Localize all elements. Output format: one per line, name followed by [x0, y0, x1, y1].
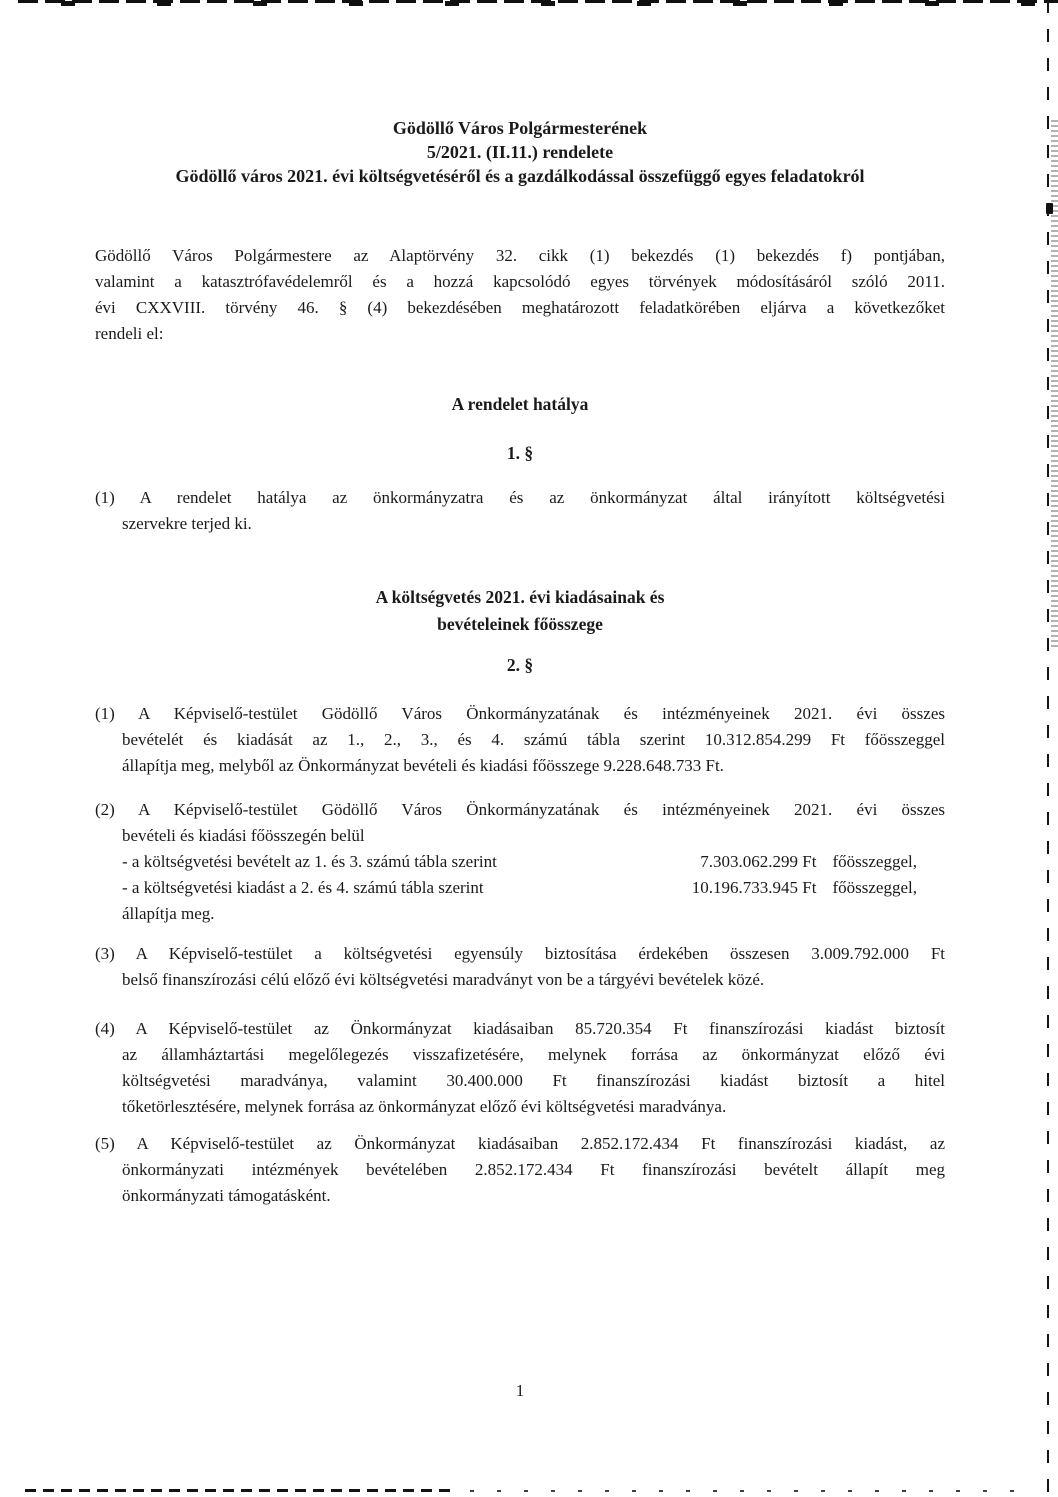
preamble-line: évi CXXVIII. törvény 46. § (4) bekezdésében meghatározott feladatkörében eljárva a következőket: [95, 298, 945, 317]
paragraph-line: (2) A Képviselő-testület Gödöllő Város Önkormányzatának és intézményeinek 2021. évi összes: [95, 800, 945, 819]
scan-artifact-bottom-edge-right: [470, 1490, 1018, 1492]
section2-paragraph-5: [95, 1131, 945, 1209]
section2-paragraph-3: [95, 941, 945, 993]
budget-row-label: - a költségvetési bevételt az 1. és 3. számú tábla szerint: [122, 852, 497, 871]
paragraph-line: állapítja meg.: [122, 904, 215, 923]
preamble-line: Gödöllő Város Polgármestere az Alaptörvény 32. cikk (1) bekezdés (1) bekezdés f) pontjában,: [95, 246, 945, 265]
paragraph-line: (3) A Képviselő-testület a költségvetési egyensúly biztosítása érdekében összesen 3.009.792.000 Ft: [95, 944, 945, 963]
budget-row-expenditure: [95, 875, 945, 901]
budget-row-suffix: főösszeggel,: [832, 878, 917, 897]
budget-row-amount: 10.196.733.945 Ft: [691, 878, 817, 897]
paragraph-line: belső finanszírozási célú előző évi költségvetési maradványt von be a tárgyévi bevételek közé.: [122, 970, 765, 989]
paragraph-line: (1) A rendelet hatálya az önkormányzatra és az önkormányzat által irányított költségvetési: [95, 488, 945, 507]
scan-artifact-bottom-edge-left: [25, 1489, 455, 1492]
preamble-line: rendeli el:: [95, 324, 164, 343]
paragraph-line: (1) A Képviselő-testület Gödöllő Város Önkormányzatának és intézményeinek 2021. évi összes: [95, 704, 945, 723]
section2-paragraph-4: [95, 1016, 945, 1120]
scan-artifact-right-noise: [1051, 120, 1058, 650]
section2-heading-line: bevételeinek főösszege: [437, 614, 603, 634]
paragraph-line: állapítja meg, melyből az Önkormányzat bevételi és kiadási főösszege 9.228.648.733 Ft.: [122, 756, 724, 775]
document-title: [95, 116, 945, 188]
paragraph-line: (4) A Képviselő-testület az Önkormányzat kiadásaiban 85.720.354 Ft finanszírozási kiadást biztosít: [95, 1019, 945, 1038]
section2-heading: [95, 584, 945, 638]
budget-row-revenue: [95, 849, 945, 875]
paragraph-line: tőketörlesztésére, melynek forrása az önkormányzat előző évi költségvetési maradványa.: [122, 1097, 727, 1116]
paragraph-line: az államháztartási megelőlegezés visszafizetésére, melynek forrása az önkormányzat előző évi: [122, 1045, 945, 1064]
paragraph-line: bevételét és kiadását az 1., 2., 3., és 4. számú tábla szerint 10.312.854.299 Ft főösszeggel: [122, 730, 945, 749]
preamble-paragraph: [95, 243, 945, 347]
title-line-subject: Gödöllő város 2021. évi költségvetéséről és a gazdálkodással összefüggő egyes feladatokról: [175, 166, 865, 186]
preamble-line: valamint a katasztrófavédelemről és a hozzá kapcsolódó egyes törvények módosításáról szóló 2011.: [95, 272, 945, 291]
scan-artifact-right-blob: [1046, 203, 1053, 214]
budget-row-suffix: főösszeggel,: [832, 852, 917, 871]
scan-artifact-top-edge: [18, 0, 1058, 7]
title-line-issuer: Gödöllő Város Polgármesterének: [392, 118, 648, 138]
paragraph-line: (5) A Képviselő-testület az Önkormányzat kiadásaiban 2.852.172.434 Ft finanszírozási kiadást, az: [95, 1134, 945, 1153]
section1-heading: A rendelet hatálya: [451, 394, 589, 414]
scan-artifact-right-edge: [1047, 0, 1049, 1497]
title-line-decree-number: 5/2021. (II.11.) rendelete: [426, 142, 614, 162]
paragraph-line: önkormányzati támogatásként.: [122, 1186, 331, 1205]
page-number: 1: [515, 1381, 525, 1400]
budget-row-label: - a költségvetési kiadást a 2. és 4. számú tábla szerint: [122, 878, 484, 897]
paragraph-line: szervekre terjed ki.: [122, 514, 252, 533]
paragraph-line: önkormányzati intézmények bevételében 2.852.172.434 Ft finanszírozási bevételt állapít meg: [122, 1160, 945, 1179]
section2-paragraph-1: [95, 701, 945, 779]
section2-number: 2. §: [506, 655, 534, 675]
section1-number: 1. §: [506, 443, 534, 463]
section2-heading-line: A költségvetés 2021. évi kiadásainak és: [375, 587, 665, 607]
paragraph-line: költségvetési maradványa, valamint 30.400.000 Ft finanszírozási kiadást biztosít a hitel: [122, 1071, 945, 1090]
section2-paragraph-2: [95, 797, 945, 927]
section1-paragraph-1: [95, 485, 945, 537]
paragraph-line: bevételi és kiadási főösszegén belül: [122, 826, 365, 845]
budget-row-amount: 7.303.062.299 Ft: [700, 852, 817, 871]
